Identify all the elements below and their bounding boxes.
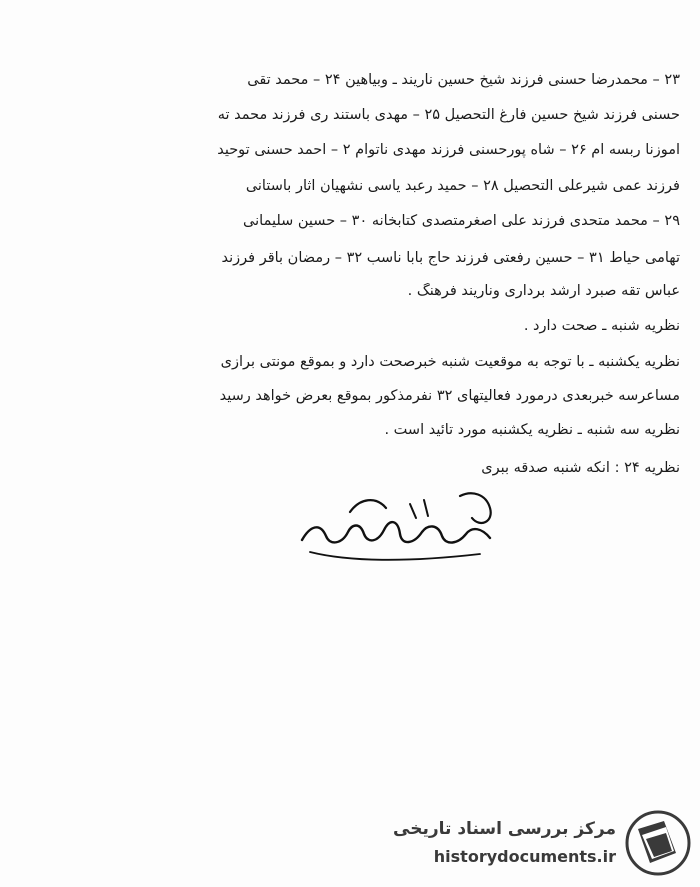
archive-watermark: [392, 807, 692, 879]
book-pages-icon: [624, 809, 692, 877]
handwritten-signature: [290, 478, 510, 568]
watermark-url: historydocuments.ir: [433, 847, 616, 866]
document-line-5: ۲۹ – محمد متحدی فرزند علی اصغرمتصدی کتابخانه ۳۰ – حسین سلیمانی: [243, 213, 680, 229]
document-line-11: نظریه سه شنبه ـ نظریه یکشنبه مورد تائید است .: [384, 422, 680, 438]
document-line-1: ۲۳ – محمدرضا حسنی فرزند شیخ حسین ناریند ـ وبیاهین ۲۴ – محمد تقی: [247, 72, 680, 88]
document-line-12: نظریه ۲۴ : آنکه شنبه صدقه ببری: [481, 460, 680, 476]
document-line-4: فرزند عمی شیرعلی التحصیل ۲۸ – حمید رعبد یاسی نشهیان آثار باستانی: [245, 178, 680, 194]
document-line-9: نظریه یکشنبه ـ با توجه به موقعیت شنبه خبرصحت دارد و بموقع مونتی برازی: [220, 354, 680, 370]
document-line-3: آموزنا ربسه ام ۲۶ – شاه پورحسنی فرزند مهدی ناتوام ۲ – احمد حسنی توحید: [217, 142, 680, 158]
document-line-8: نظریه شنبه ـ صحت دارد .: [523, 318, 680, 334]
document-line-2: حسنی فرزند شیخ حسین فارغ التحصیل ۲۵ – مهدی باستند ری فرزند محمد ته: [217, 107, 680, 123]
document-line-6: تهامی حیاط ۳۱ – حسین رفعتی فرزند حاج بابا ناسب ۳۲ – رمضان باقر فرزند: [221, 250, 680, 266]
watermark-title: مرکز بررسی اسناد تاریخی: [393, 819, 616, 839]
document-line-10: مساعرسه خبربعدی درمورد فعالیتهای ۳۲ نفرمذکور بموقع بعرض خواهد رسید: [219, 388, 680, 404]
document-line-7: عباس تقه صبرد ارشد برداری وناریند فرهنگ .: [407, 283, 680, 299]
